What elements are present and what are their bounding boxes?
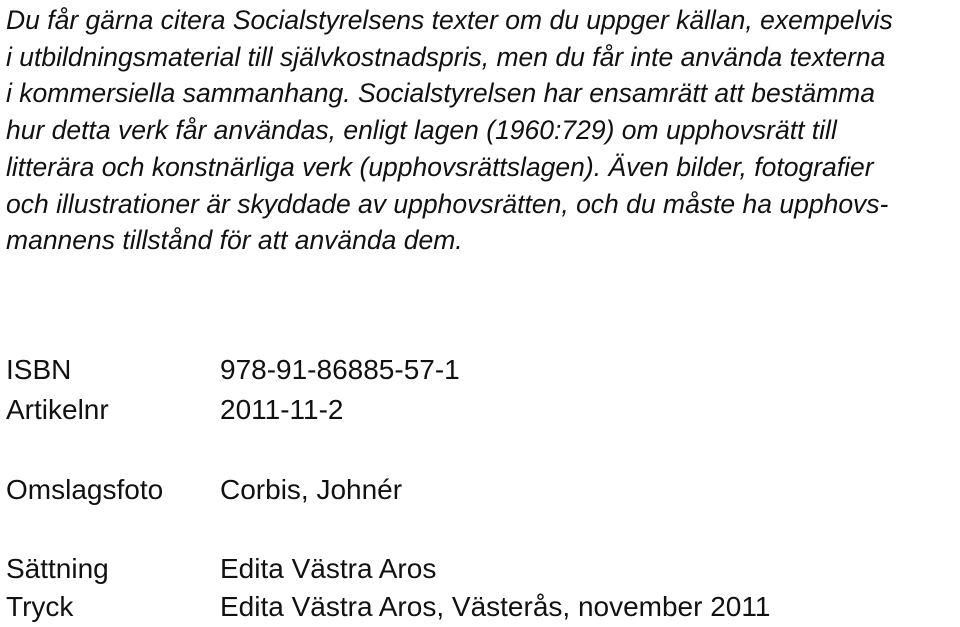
printing-value: Edita Västra Aros, Västerås, november 2011	[220, 591, 771, 622]
typesetting-label: Sättning	[6, 553, 109, 584]
notice-line: mannens tillstånd för att använda dem.	[6, 225, 463, 256]
isbn-label: ISBN	[6, 354, 72, 385]
notice-line: litterära och konstnärliga verk (upphovsrättslagen). Även bilder, fotografier	[6, 151, 874, 182]
notice-line: i utbildningsmaterial till självkostnadspris, men du får inte använda texterna	[6, 41, 886, 72]
typesetting-value: Edita Västra Aros	[220, 553, 437, 584]
copyright-notice	[6, 2, 956, 259]
article-number-value: 2011-11-2	[220, 394, 344, 425]
notice-line: och illustrationer är skyddade av upphovsrätten, och du måste ha upphovs-	[6, 188, 889, 219]
article-number-label: Artikelnr	[6, 394, 109, 425]
notice-line: i kommersiella sammanhang. Socialstyrelsen har ensamrätt att bestämma	[6, 78, 875, 109]
cover-photo-value: Corbis, Johnér	[220, 474, 403, 505]
printing-label: Tryck	[6, 591, 74, 622]
notice-line: Du får gärna citera Socialstyrelsens texter om du uppger källan, exempelvis	[6, 5, 893, 35]
notice-line: hur detta verk får användas, enligt lagen (1960:729) om upphovsrätt till	[6, 115, 837, 146]
isbn-value: 978-91-86885-57-1	[220, 354, 460, 385]
cover-photo-label: Omslagsfoto	[6, 474, 164, 505]
